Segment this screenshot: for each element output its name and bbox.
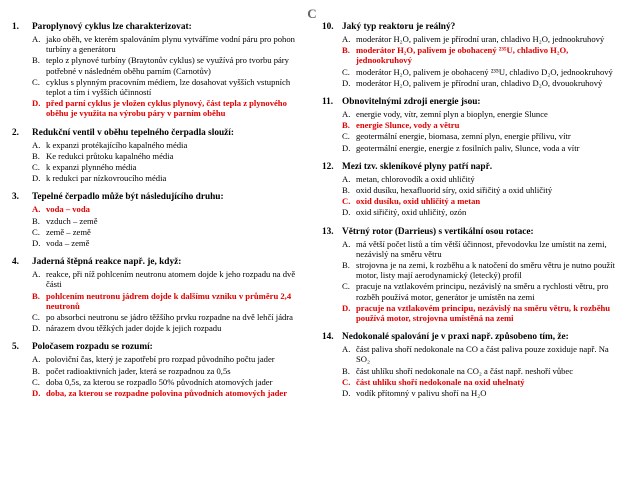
answer-option (322, 109, 620, 119)
option-letter: C. (342, 131, 350, 142)
option-letter: D. (32, 238, 41, 249)
option-text: oxid siřičitý, oxid uhličitý, ozón (356, 207, 467, 218)
answer-option (12, 323, 308, 333)
option-letter: A. (32, 139, 41, 150)
option-text: metan, chlorovodík a oxid uhličitý (356, 173, 475, 184)
option-text: pracuje na vztlakovém principu, nezávislý na směru větru, k rozběhu používá motor, strojovna umístěná na zemi (356, 302, 611, 324)
option-text: před parní cyklus je vložen cyklus plynový, část tepla z plynového oběhu je využita na výrobu páry v parním oběhu (46, 98, 287, 119)
question-block (12, 22, 308, 119)
option-letter: B. (32, 150, 40, 161)
option-text: moderátor H₂O, palivem je obohacený ²³⁵U, chladivo D₂O, jednookruhový (356, 66, 613, 77)
question-heading (12, 342, 308, 353)
answer-option (12, 151, 308, 161)
answer-option (12, 377, 308, 387)
option-letter: C. (32, 76, 40, 87)
option-letter: A. (342, 109, 351, 120)
answer-option (322, 185, 620, 195)
question-heading (12, 22, 308, 33)
answer-option (12, 77, 308, 97)
option-letter: B. (342, 260, 350, 271)
answer-option (12, 140, 308, 150)
option-letter: A. (342, 34, 351, 44)
question-text: Paroplynový cyklus lze charakterizovat: (32, 22, 192, 32)
answer-option-correct (322, 303, 620, 323)
answer-option (12, 269, 308, 289)
option-letter: C. (342, 281, 350, 292)
option-letter: B. (342, 120, 350, 131)
question-number: 10. (322, 22, 334, 32)
answer-option-correct (322, 120, 620, 130)
answer-option-correct (12, 388, 308, 398)
option-text: voda – voda (46, 204, 90, 215)
option-text: počet radioaktivních jader, která se rozpadnou za 0,5s (46, 365, 231, 376)
question-number: 2. (12, 127, 19, 138)
option-text: moderátor H₂O, palivem je přírodní uran, chladivo D₂O, dvouokruhový (356, 77, 603, 88)
option-letter: D. (342, 77, 351, 88)
option-text: po absorbci neutronu se jádro těžšího prvku rozpadne na dvě lehčí jádra (46, 312, 293, 323)
option-text: geotermální energie, biomasa, zemní plyn, energie přílivu, vítr (356, 131, 571, 142)
question-block (12, 257, 308, 333)
answer-option (322, 78, 620, 88)
question-heading (12, 257, 308, 268)
option-letter: B. (32, 55, 40, 66)
option-letter: A. (342, 238, 351, 249)
answer-option-correct (12, 204, 308, 214)
question-block (322, 227, 620, 324)
answer-option-correct (12, 291, 308, 311)
option-text: část uhlíku shoří nedokonale na CO₂ a část např. neshoří vůbec (356, 365, 574, 376)
option-letter: A. (32, 34, 41, 44)
question-heading (322, 332, 620, 343)
option-text: oxid dusíku, oxid uhličitý a metan (356, 196, 481, 207)
option-text: pracuje na vztlakovém principu, nezávislý na směru a rychlosti větru, pro rozběh používá motor, generátor je umístěn na zemi (356, 281, 609, 302)
option-letter: A. (32, 269, 41, 280)
answer-option (322, 174, 620, 184)
answer-option (12, 366, 308, 376)
option-letter: B. (342, 185, 350, 196)
question-block (322, 162, 620, 218)
question-block (322, 332, 620, 398)
option-text: voda – země (46, 238, 90, 249)
question-number: 12. (322, 161, 334, 172)
answer-option (322, 239, 620, 259)
option-text: nárazem dvou těžkých jader dojde k jejich rozpadu (46, 323, 222, 334)
question-block (322, 97, 620, 153)
option-letter: D. (32, 98, 41, 109)
answer-option (322, 388, 620, 398)
question-block (12, 192, 308, 248)
option-text: vodík přítomný v palivu shoří na H₂O (356, 388, 487, 399)
option-text: vzduch – země (46, 215, 98, 226)
answer-option (12, 55, 308, 75)
answer-option (322, 366, 620, 376)
answer-option (322, 131, 620, 141)
question-number: 4. (12, 257, 19, 268)
option-text: strojovna je na zemi, k rozběhu a k natočení do směru větru je nutno použít motor, listy mají aerodynamický (letecký) profil (356, 260, 615, 281)
page-title: C (307, 6, 317, 21)
option-letter: A. (342, 344, 351, 355)
option-text: energie Slunce, vody a větru (356, 120, 460, 131)
option-text: doba, za kterou se rozpadne polovina původních atomových jader (46, 388, 288, 399)
answer-option (12, 216, 308, 226)
option-letter: D. (342, 142, 351, 153)
option-text: část paliva shoří nedokonale na CO a část paliva pouze zoxiduje např. Na SO₂ (356, 344, 609, 365)
left-column (12, 22, 308, 407)
question-number: 3. (12, 192, 19, 203)
answer-option (322, 34, 620, 44)
option-letter: C. (32, 162, 40, 173)
question-block (322, 22, 620, 88)
option-text: moderátor H₂O, palivem je obohacený ²³⁵U, chladivo H₂O, jednookruhový (356, 45, 569, 66)
question-heading (12, 128, 308, 139)
question-number: 14. (322, 332, 334, 343)
answer-option (322, 143, 620, 153)
question-block (12, 128, 308, 184)
option-letter: C. (32, 312, 40, 323)
option-letter: B. (32, 215, 40, 226)
option-text: geotermální energie, energie z fosilních paliv, Slunce, voda a vítr (356, 142, 580, 153)
option-letter: B. (342, 45, 350, 56)
question-block (12, 342, 308, 398)
question-number: 1. (12, 22, 19, 32)
answer-option-correct (12, 98, 308, 118)
answer-option (12, 227, 308, 237)
option-letter: B. (32, 290, 40, 301)
option-text: oxid dusíku, hexafluorid síry, oxid siřičitý a oxid uhličitý (356, 185, 553, 196)
answer-option (322, 67, 620, 77)
question-text: Obnovitelnými zdroji energie jsou: (342, 97, 481, 108)
question-number: 5. (12, 342, 19, 353)
answer-option (12, 238, 308, 248)
question-text: Tepelné čerpadlo může být následujícího druhu: (32, 192, 224, 203)
answer-option (12, 162, 308, 172)
option-letter: C. (342, 66, 350, 77)
option-text: země – země (46, 226, 91, 237)
answer-option (322, 344, 620, 364)
question-text: Jaký typ reaktoru je reálný? (342, 22, 456, 32)
option-text: k expanzi plynného média (46, 162, 137, 173)
option-letter: C. (32, 226, 40, 237)
answer-option (322, 207, 620, 217)
answer-option (322, 281, 620, 301)
answer-option (12, 173, 308, 183)
option-letter: A. (32, 204, 41, 215)
question-heading (322, 227, 620, 238)
question-heading (322, 22, 620, 33)
option-text: Ke redukci průtoku kapalného média (46, 150, 174, 161)
option-text: má větší počet listů a tím větší účinnost, převodovku lze umístit na zemi, nezávislý na směru větru (356, 238, 607, 259)
option-text: k expanzi protékajícího kapalného média (46, 139, 188, 150)
option-text: doba 0,5s, za kterou se rozpadlo 50% původních atomových jader (46, 376, 273, 387)
option-letter: D. (32, 173, 41, 184)
option-text: energie vody, vítr, zemní plyn a bioplyn, energie Slunce (356, 109, 548, 120)
option-letter: D. (32, 323, 41, 334)
question-text: Jaderná štěpná reakce např. je, když: (32, 257, 182, 268)
option-text: pohlcením neutronu jádrem dojde k dalšímu vzniku v průměru 2,4 neutronů (46, 290, 292, 311)
answer-option (12, 354, 308, 364)
option-text: k redukci par nízkovroucího média (46, 173, 167, 184)
option-letter: D. (32, 388, 41, 399)
option-text: část uhlíku shoří nedokonale na oxid uhelnatý (356, 376, 525, 387)
option-text: jako oběh, ve kterém spalováním plynu vytváříme vodní páru pro pohon turbíny a generátoru (46, 34, 295, 55)
question-number: 13. (322, 226, 334, 237)
option-letter: C. (342, 376, 351, 387)
option-letter: B. (32, 365, 40, 376)
option-letter: D. (342, 207, 351, 218)
option-letter: C. (342, 196, 351, 207)
question-text: Poločasem rozpadu se rozumí: (32, 342, 153, 353)
option-text: poloviční čas, který je zapotřebí pro rozpad původního počtu jader (46, 354, 275, 365)
option-text: reakce, při níž pohlcením neutronu atomem dojde k jeho rozpadu na dvě části (46, 269, 296, 290)
answer-option-correct (322, 45, 620, 65)
question-number: 11. (322, 97, 334, 108)
option-letter: A. (32, 354, 41, 365)
answer-option-correct (322, 196, 620, 206)
answer-option (322, 260, 620, 280)
answer-option (12, 312, 308, 322)
question-heading (322, 97, 620, 108)
option-text: teplo z plynové turbíny (Braytonův cyklus) se využívá pro tvorbu páry potřebné v následném oběhu parním (Carnotův) (46, 55, 289, 76)
question-heading (12, 192, 308, 203)
right-column (322, 22, 620, 407)
question-heading (322, 162, 620, 173)
option-letter: A. (342, 173, 351, 184)
option-letter: D. (342, 302, 351, 313)
option-letter: D. (342, 388, 351, 399)
answer-option (12, 34, 308, 54)
question-text: Větrný rotor (Darrieus) s vertikální osou rotace: (342, 226, 534, 237)
question-text: Mezi tzv. skleníkové plyny patří např. (342, 161, 493, 172)
option-letter: B. (342, 365, 350, 376)
option-letter: C. (32, 376, 40, 387)
option-text: cyklus s plynným pracovním médiem, lze dosahovat vyšších vstupních teplot a tím i vyšších účinností (46, 76, 291, 98)
option-text: moderátor H₂O, palivem je přírodní uran, chladivo H₂O, jednookruhový (356, 34, 605, 44)
question-text: Redukční ventil v oběhu tepelného čerpadla slouží: (32, 127, 234, 138)
answer-option-correct (322, 377, 620, 387)
question-text: Nedokonalé spalování je v praxi např. způsobeno tím, že: (342, 332, 569, 343)
